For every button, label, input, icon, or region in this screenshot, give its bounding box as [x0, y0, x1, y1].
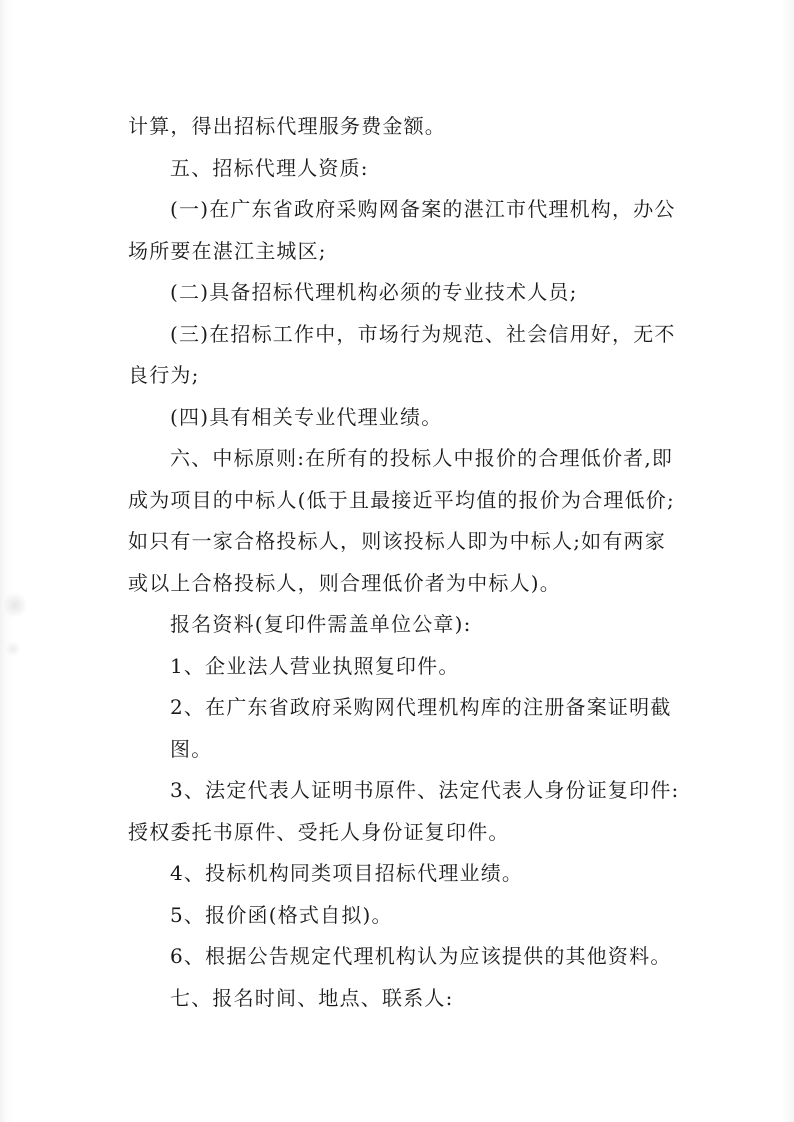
text-line: 2、在广东省政府采购网代理机构库的注册备案证明截	[170, 695, 672, 719]
text-line: 六、中标原则:在所有的投标人中报价的合理低价者,即	[170, 446, 674, 470]
text-line: 七、报名时间、地点、联系人:	[170, 985, 454, 1010]
text-line: 如只有一家合格投标人，则该投标人即为中标人;如有两家	[128, 529, 666, 553]
document-body	[128, 106, 688, 1019]
text-line: 5、报价函(格式自拟)。	[170, 902, 393, 927]
text-line: (一)在广东省政府采购网备案的湛江市代理机构，办公	[170, 197, 676, 221]
text-line: 3、法定代表人证明书原件、法定代表人身份证复印件:	[170, 778, 680, 802]
text-line: 1、企业法人营业执照复印件。	[170, 653, 460, 678]
text-line: 良行为;	[128, 363, 200, 387]
text-line: (二)具备招标代理机构必须的专业技术人员;	[170, 280, 578, 304]
text-line: 成为项目的中标人(低于且最接近平均值的报价为合理低价;	[128, 487, 675, 512]
scan-smudge	[6, 640, 20, 658]
text-line: 图。	[170, 736, 213, 761]
text-line: 场所要在湛江主城区;	[128, 238, 327, 263]
text-line: 报名资料(复印件需盖单位公章):	[170, 612, 472, 636]
text-line: 6、根据公告规定代理机构认为应该提供的其他资料。	[170, 944, 672, 968]
text-line: 或以上合格投标人，则合理低价者为中标人)。	[128, 570, 562, 595]
text-line: 计算，得出招标代理服务费金额。	[128, 114, 446, 138]
text-line: 授权委托书原件、受托人身份证复印件。	[128, 819, 510, 844]
text-line: 五、招标代理人资质:	[170, 155, 369, 180]
text-line: 4、投标机构同类项目招标代理业绩。	[170, 861, 524, 885]
scan-smudge	[4, 590, 26, 620]
text-line: (三)在招标工作中，市场行为规范、社会信用好，无不	[170, 321, 676, 346]
text-line: (四)具有相关专业代理业绩。	[170, 404, 443, 429]
